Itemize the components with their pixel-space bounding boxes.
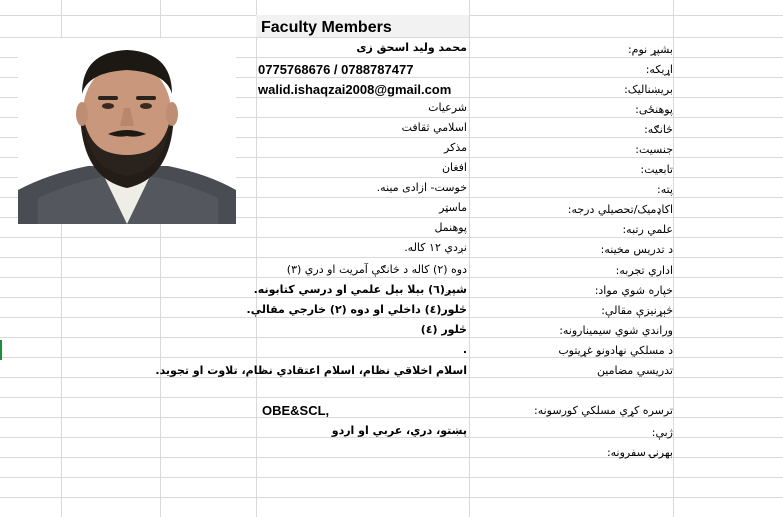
- label-nationality: تابعیت:: [640, 163, 673, 176]
- value-department: اسلامي ثقافت: [401, 121, 467, 134]
- value-email: walid.ishaqzai2008@gmail.com: [258, 82, 452, 97]
- label-teaching-history: د تدریس مخینه:: [600, 243, 673, 256]
- value-faculty: شرعيات: [428, 101, 467, 114]
- label-full-name: بشپړ نوم:: [627, 43, 673, 56]
- label-address: پته:: [657, 183, 673, 196]
- value-academic-rank: پوهنمل: [434, 221, 467, 234]
- label-department: څانګه:: [644, 123, 673, 136]
- value-professional-memberships: .: [462, 343, 467, 356]
- value-full-name: محمد وليد اسحق زى: [356, 41, 467, 54]
- label-contact: اړيکه:: [645, 63, 673, 76]
- label-seminars: وراندي شوي سیمینارونه:: [559, 324, 673, 337]
- value-gender: مذكر: [444, 141, 467, 154]
- label-faculty: پوهنځی:: [635, 103, 673, 116]
- value-courses: OBE&SCL,: [262, 403, 330, 418]
- label-admin-experience: اداري تجربه:: [615, 264, 673, 277]
- label-foreign-travel: بهرنۍ سفرونه:: [606, 446, 673, 459]
- value-research-articles: څلور(٤) داخلي او دوه (٢) خارجي مقالې.: [246, 303, 467, 316]
- label-professional-memberships: د مسلکي نهادونو غړيتوب: [558, 344, 673, 357]
- sheet-title: Faculty Members: [261, 19, 392, 36]
- row-marker: [0, 340, 2, 360]
- label-teaching-subjects: تدريسي مضامين: [596, 364, 673, 377]
- label-email: بریښنالیک:: [624, 83, 673, 96]
- value-teaching-subjects: اسلام اخلاقي نظام، اسلام اعتقادي نظام، تلاوت او تجويد.: [155, 364, 467, 377]
- value-admin-experience: دوه (٢) کاله د څانګې آمريت او دري (٣): [286, 263, 467, 276]
- label-academic-degree: اکاډمیک/تحصیلي درجه:: [567, 203, 673, 216]
- value-academic-degree: ماسټر: [439, 201, 467, 214]
- label-courses: ترسره کړي مسلکي کورسونه:: [534, 404, 673, 417]
- value-teaching-history: نږدي ١٢ کاله.: [404, 241, 467, 254]
- value-address: خوست- ازادى مينه.: [376, 181, 467, 194]
- value-nationality: افغان: [441, 161, 467, 174]
- label-publications: خپاره شوي مواد:: [594, 284, 673, 297]
- label-research-articles: څېړنيزې مقالې:: [601, 304, 673, 317]
- value-publications: شپږ(٦) بېلا بېل علمي او درسي کتابونه.: [253, 283, 467, 296]
- label-academic-rank: علمي رتبه:: [622, 223, 673, 236]
- value-seminars: څلور (٤): [420, 323, 467, 336]
- value-phone: 0775768676 / 0788787477: [258, 62, 414, 77]
- label-gender: جنسیت:: [635, 143, 673, 156]
- label-languages: ژبې:: [651, 426, 673, 439]
- value-languages: پښتو، دري، عربي او اردو: [331, 424, 467, 437]
- portrait-photo: [18, 38, 236, 224]
